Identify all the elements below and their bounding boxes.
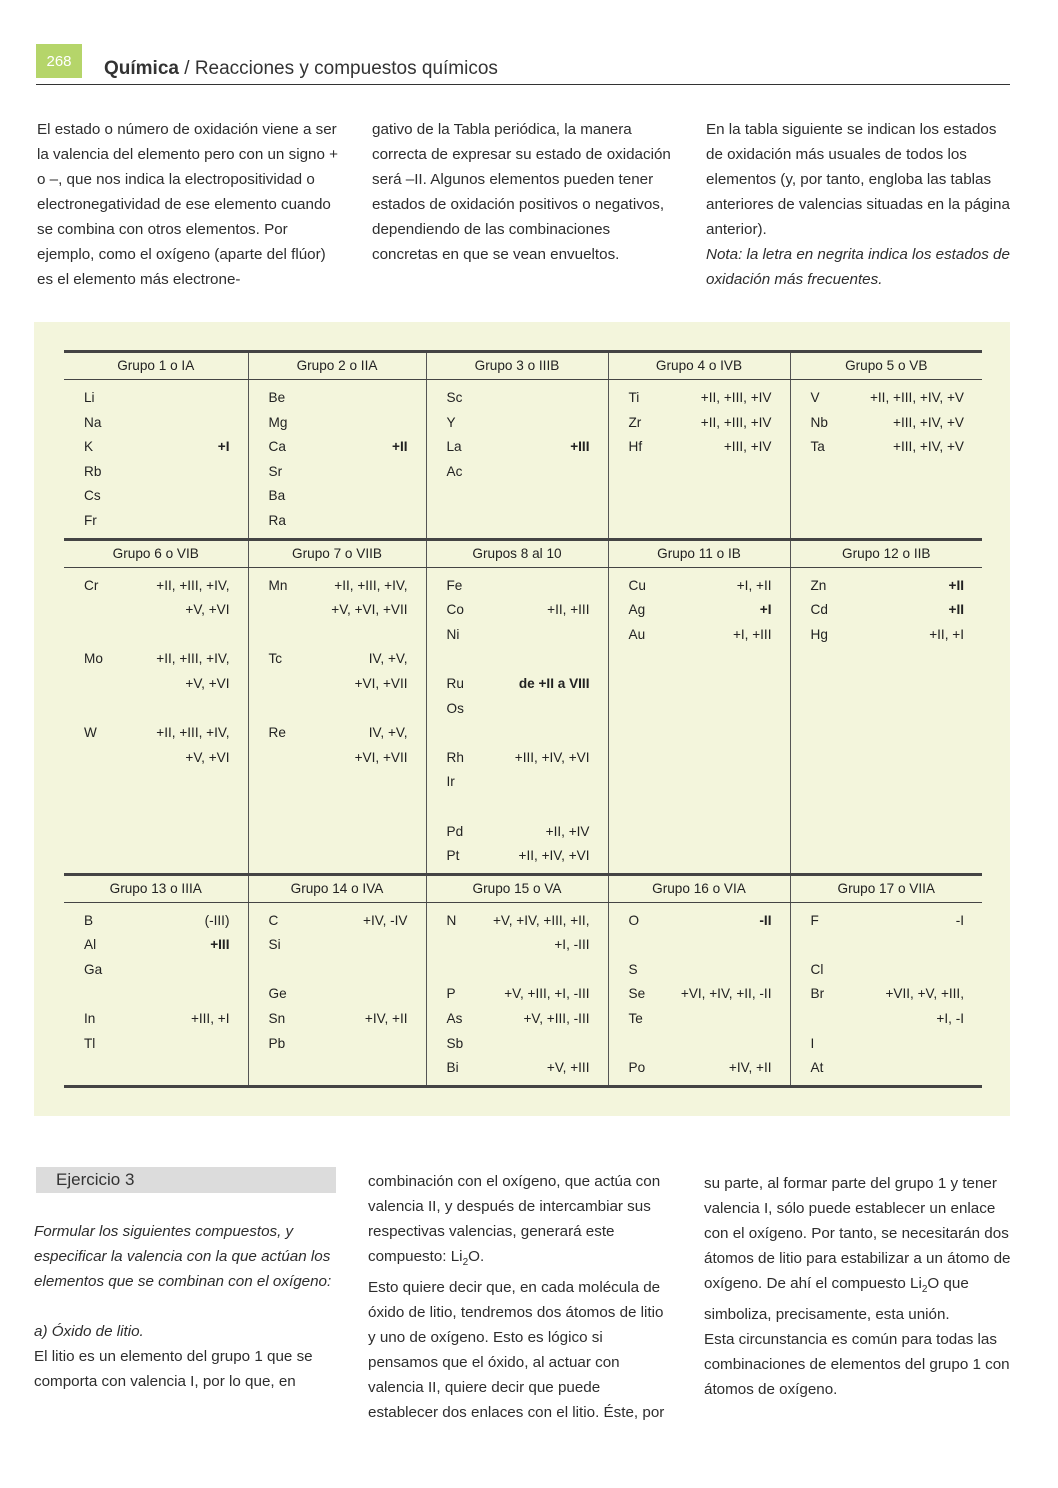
exercise-column-2 <box>368 1169 672 1425</box>
element-symbol: Br <box>810 986 825 1002</box>
exercise-text-4b: O que simboliza, precisamente, esta unión. <box>704 1275 969 1324</box>
group-header: Grupo 3 o IIIB <box>426 352 608 380</box>
element-line <box>811 574 965 599</box>
oxidation-states: +V, +VI, +VII <box>331 602 408 618</box>
group-cell <box>248 902 426 1086</box>
element-line <box>269 647 408 672</box>
element-symbol: Sn <box>268 1011 286 1027</box>
oxidation-states: +V, +III, +I, -III <box>504 986 590 1002</box>
oxidation-states: +I <box>759 602 772 618</box>
oxidation-states: +II <box>948 602 964 618</box>
intro-text-1: El estado o número de oxidación viene a ser la valencia del elemento pero con un signo + o –, que nos indica la electropositividad o electronegatividad de ese elemento cuando se combina con otros elementos. Por ejemplo, como el oxígeno (aparte del flúor) es el elemento más electrone- <box>37 121 338 288</box>
element-symbol: Rh <box>446 749 464 765</box>
element-line <box>447 909 590 934</box>
group-cell <box>426 567 608 874</box>
element-line <box>629 982 772 1007</box>
exercise-text-2a: combinación con el oxígeno, que actúa con valencia II, y después de intercambiar sus respectivas valencias, generará este compuesto: Li <box>368 1173 661 1265</box>
oxidation-states: +VI, +IV, +II, -II <box>680 986 772 1002</box>
oxidation-states: +II, +IV <box>545 823 590 839</box>
element-line <box>269 435 408 460</box>
oxidation-states: +I, +III <box>732 626 772 642</box>
oxidation-states: +II, +III, +IV, <box>334 577 408 593</box>
element-symbol: Mg <box>268 414 288 430</box>
element-line <box>447 435 590 460</box>
element-symbol: Cu <box>628 577 646 593</box>
element-line <box>269 697 408 722</box>
element-line <box>84 1007 230 1032</box>
element-line <box>447 386 590 411</box>
element-line <box>269 484 408 509</box>
group-header: Grupo 17 o VIIA <box>790 874 982 902</box>
element-line <box>84 909 230 934</box>
element-symbol: Ir <box>446 774 455 790</box>
element-line <box>629 386 772 411</box>
element-symbol: Tc <box>268 651 283 667</box>
element-line <box>629 909 772 934</box>
element-line <box>84 623 230 648</box>
oxidation-states: +II <box>948 577 964 593</box>
page-header <box>104 58 498 80</box>
element-line <box>811 933 965 958</box>
element-symbol: I <box>810 1035 815 1051</box>
subscript: 2 <box>462 1257 469 1269</box>
oxidation-states: +II, +I <box>929 626 964 642</box>
oxidation-states: +III, +IV, +VI <box>514 749 590 765</box>
intro-text-2: gativo de la Tabla periódica, la manera correcta de expresar su estado de oxidación será –II. Algunos elementos pueden tener estados de oxidación positivos o negativos, dependiendo de las combinaciones concretas en que se vean envueltos. <box>372 121 671 263</box>
intro-note: Nota: la letra en negrita indica los estados de oxidación más frecuentes. <box>706 246 1010 288</box>
group-cell <box>64 380 248 540</box>
element-line <box>269 672 408 697</box>
element-symbol: La <box>446 439 462 455</box>
element-line <box>629 411 772 436</box>
element-symbol: Tl <box>84 1035 96 1051</box>
element-symbol: S <box>628 961 638 977</box>
element-line <box>269 411 408 436</box>
element-symbol: K <box>84 439 94 455</box>
element-symbol: Hg <box>810 626 828 642</box>
element-line <box>447 460 590 485</box>
element-symbol: Ga <box>84 961 103 977</box>
element-symbol: Nb <box>810 414 828 430</box>
element-line <box>84 721 230 746</box>
group-cell <box>790 567 982 874</box>
element-symbol: Si <box>268 937 281 953</box>
element-line <box>811 958 965 983</box>
element-symbol: N <box>446 912 457 928</box>
element-symbol: Mo <box>84 651 103 667</box>
oxidation-states: +III, +I <box>190 1011 230 1027</box>
group-header-row <box>64 352 982 380</box>
group-header: Grupo 13 o IIIA <box>64 874 248 902</box>
exercise-column-1 <box>34 1219 340 1394</box>
element-line <box>447 721 590 746</box>
element-symbol: Pb <box>268 1035 286 1051</box>
element-symbol: Fe <box>446 577 463 593</box>
group-cell <box>426 380 608 540</box>
element-symbol: Cd <box>810 602 828 618</box>
element-line <box>84 598 230 623</box>
element-symbol: In <box>84 1011 96 1027</box>
element-line <box>629 958 772 983</box>
element-symbol: Ti <box>628 390 640 405</box>
element-line <box>629 623 772 648</box>
element-symbol: Hf <box>628 439 643 455</box>
group-header: Grupo 7 o VIIB <box>248 539 426 567</box>
group-body-row <box>64 902 982 1086</box>
oxidation-states: +IV, +II <box>364 1011 408 1027</box>
element-symbol: Sr <box>268 463 283 479</box>
element-line <box>811 1056 965 1081</box>
header-subject: Química <box>104 58 179 79</box>
element-line <box>447 958 590 983</box>
group-header: Grupo 12 o IIB <box>790 539 982 567</box>
oxidation-states: +III <box>570 439 590 455</box>
element-line <box>269 721 408 746</box>
group-cell <box>608 902 790 1086</box>
element-line <box>811 435 965 460</box>
element-symbol: Zn <box>810 577 827 593</box>
element-symbol: W <box>84 725 97 741</box>
oxidation-states-panel <box>34 322 1010 1116</box>
group-body-row <box>64 567 982 874</box>
subscript: 2 <box>921 1284 928 1296</box>
element-line <box>447 647 590 672</box>
element-line <box>84 435 230 460</box>
element-line <box>84 484 230 509</box>
oxidation-states: +VI, +VII <box>354 675 408 691</box>
group-header: Grupo 14 o IVA <box>248 874 426 902</box>
intro-column-1 <box>37 117 343 292</box>
element-symbol: Bi <box>446 1060 459 1076</box>
element-symbol: Y <box>446 414 456 430</box>
exercise-prompt: Formular los siguientes compuestos, y especificar la valencia con la que actúan los elementos que se combinan con el oxígeno: <box>34 1223 332 1290</box>
exercise-text-2 <box>368 1169 672 1275</box>
group-cell <box>790 380 982 540</box>
oxidation-states: +II, +III, +IV <box>700 414 772 430</box>
exercise-text-1: El litio es un elemento del grupo 1 que se comporta con valencia I, por lo que, en <box>34 1348 313 1390</box>
group-header: Grupo 2 o IIA <box>248 352 426 380</box>
oxidation-states: (-III) <box>204 912 230 928</box>
exercise-text-5: Esta circunstancia es común para todas las combinaciones de elementos del grupo 1 con átomos de oxígeno. <box>704 1331 1010 1399</box>
element-line <box>84 697 230 722</box>
oxidation-states: +II <box>392 439 408 455</box>
element-line <box>447 844 590 869</box>
element-line <box>811 623 965 648</box>
element-line <box>84 746 230 771</box>
group-cell <box>64 902 248 1086</box>
oxidation-states: +VII, +V, +III, <box>885 986 964 1002</box>
intro-column-2 <box>372 117 672 267</box>
element-line <box>84 460 230 485</box>
element-line <box>447 933 590 958</box>
oxidation-states: +V, +III, -III <box>523 1011 590 1027</box>
element-line <box>447 982 590 1007</box>
element-line <box>811 982 965 1007</box>
page-number-badge <box>36 44 82 78</box>
element-line <box>447 770 590 795</box>
group-header: Grupo 4 o IVB <box>608 352 790 380</box>
oxidation-states: +I, -I <box>936 1011 964 1027</box>
spacer <box>34 1294 340 1319</box>
element-line <box>447 574 590 599</box>
oxidation-states: +V, +VI <box>185 602 230 618</box>
exercise-text-3: Esto quiere decir que, en cada molécula de óxido de litio, tendremos dos átomos de litio y uno de oxígeno. Esto es lógico si pensamos que el óxido, al actuar con valencia II, quiere decir que puede establecer dos enlaces con el litio. Éste, por <box>368 1279 665 1422</box>
element-line <box>269 460 408 485</box>
element-symbol: Cr <box>84 577 99 593</box>
element-line <box>84 672 230 697</box>
oxidation-states: +III <box>210 937 230 953</box>
oxidation-states: +VI, +VII <box>354 749 408 765</box>
oxidation-states: IV, +V, <box>368 651 408 667</box>
element-line <box>447 746 590 771</box>
element-symbol: Ru <box>446 675 464 691</box>
oxidation-states: +II, +III, +IV, +V <box>869 390 964 405</box>
intro-column-3 <box>706 117 1011 292</box>
element-line <box>84 647 230 672</box>
oxidation-states: +IV, -IV <box>363 912 408 928</box>
oxidation-states: +V, +VI <box>185 675 230 691</box>
group-cell <box>790 902 982 1086</box>
element-line <box>811 386 965 411</box>
element-line <box>629 1032 772 1057</box>
element-symbol: Pd <box>446 823 464 839</box>
page-number: 268 <box>46 52 72 70</box>
element-line <box>629 574 772 599</box>
element-symbol: Zr <box>628 414 642 430</box>
group-header: Grupo 6 o VIB <box>64 539 248 567</box>
element-symbol: Os <box>446 700 464 716</box>
oxidation-states: +III, +IV, +V <box>893 439 964 455</box>
oxidation-states: +V, +III <box>546 1060 590 1076</box>
element-line <box>629 933 772 958</box>
element-symbol: Ba <box>268 488 286 504</box>
group-cell <box>608 567 790 874</box>
element-line <box>811 1032 965 1057</box>
element-symbol: Ge <box>268 986 287 1002</box>
element-symbol: Co <box>446 602 464 618</box>
element-symbol: P <box>446 986 456 1002</box>
element-line <box>84 982 230 1007</box>
element-line <box>269 509 408 534</box>
element-line <box>269 958 408 983</box>
element-line <box>629 598 772 623</box>
element-symbol: B <box>84 912 94 928</box>
element-symbol: Ra <box>268 512 286 528</box>
group-cell <box>248 567 426 874</box>
header-rule <box>36 84 1010 85</box>
element-line <box>447 795 590 820</box>
element-line <box>269 909 408 934</box>
element-line <box>84 933 230 958</box>
oxidation-states: +II, +III, +IV, <box>156 651 230 667</box>
element-symbol: Al <box>84 937 97 953</box>
element-line <box>447 672 590 697</box>
group-body-row <box>64 380 982 540</box>
element-symbol: Cl <box>810 961 824 977</box>
group-header: Grupo 11 o IB <box>608 539 790 567</box>
oxidation-states: +III, +IV <box>723 439 772 455</box>
element-symbol: Cs <box>84 488 101 504</box>
element-symbol: Te <box>628 1011 643 1027</box>
element-symbol: Fr <box>84 512 97 528</box>
element-line <box>269 1032 408 1057</box>
oxidation-states: de +II a VIII <box>518 675 590 691</box>
element-line <box>84 509 230 534</box>
exercise-column-3 <box>704 1171 1012 1402</box>
element-line <box>84 411 230 436</box>
element-symbol: Ac <box>446 463 463 479</box>
element-line <box>269 933 408 958</box>
group-cell <box>248 380 426 540</box>
group-cell <box>608 380 790 540</box>
element-symbol: Ca <box>268 439 286 455</box>
element-symbol: Se <box>628 986 646 1002</box>
element-symbol: Sb <box>446 1035 464 1051</box>
element-symbol: Ni <box>446 626 460 642</box>
element-line <box>269 623 408 648</box>
oxidation-states: -I <box>955 912 964 928</box>
element-line <box>269 982 408 1007</box>
element-symbol: Li <box>84 390 95 405</box>
element-line <box>269 574 408 599</box>
element-line <box>629 1056 772 1081</box>
element-line <box>269 598 408 623</box>
element-symbol: Pt <box>446 848 460 864</box>
element-symbol: Be <box>268 390 286 405</box>
element-line <box>84 1032 230 1057</box>
element-symbol: As <box>446 1011 463 1027</box>
element-line <box>269 746 408 771</box>
header-section: Reacciones y compuestos químicos <box>194 58 498 79</box>
exercise-item-a: a) Óxido de litio. <box>34 1323 144 1340</box>
oxidation-states: +II, +III, +IV <box>700 390 772 405</box>
element-symbol: C <box>268 912 279 928</box>
exercise-text-4 <box>704 1171 1012 1327</box>
element-symbol: Po <box>628 1060 646 1076</box>
header-separator: / <box>178 58 195 79</box>
element-line <box>447 1032 590 1057</box>
exercise-text-4a: su parte, al formar parte del grupo 1 y tener valencia I, sólo puede establecer un enlace con el oxígeno. Por tanto, se necesitarán dos átomos de litio para estabilizar a un átomo de oxígeno. De ahí el compuesto Li <box>704 1175 1011 1292</box>
group-cell <box>426 902 608 1086</box>
exercise-title: Ejercicio 3 <box>36 1167 336 1193</box>
element-symbol: Ta <box>810 439 825 455</box>
element-line <box>629 1007 772 1032</box>
group-header: Grupos 8 al 10 <box>426 539 608 567</box>
group-header: Grupo 5 o VB <box>790 352 982 380</box>
oxidation-states: +II, +IV, +VI <box>518 848 590 864</box>
element-symbol: Au <box>628 626 646 642</box>
group-header-row <box>64 874 982 902</box>
group-cell <box>64 567 248 874</box>
element-line <box>447 1007 590 1032</box>
element-line <box>84 958 230 983</box>
oxidation-states: -II <box>759 912 772 928</box>
oxidation-states: +I, +II <box>736 577 772 593</box>
exercise-text-2b: O. <box>468 1248 485 1265</box>
element-line <box>447 1056 590 1081</box>
element-symbol: V <box>810 390 820 405</box>
oxidation-states: +II, +III <box>547 602 590 618</box>
oxidation-states: +II, +III, +IV, <box>156 577 230 593</box>
element-line <box>447 598 590 623</box>
element-line <box>269 1007 408 1032</box>
intro-text-3: En la tabla siguiente se indican los estados de oxidación más usuales de todos los elementos (y, por tanto, engloba las tablas anteriores de valencias situadas en la página anterior). <box>706 121 1010 238</box>
group-header: Grupo 15 o VA <box>426 874 608 902</box>
element-line <box>811 1007 965 1032</box>
element-line <box>811 411 965 436</box>
element-line <box>447 697 590 722</box>
group-header-row <box>64 539 982 567</box>
element-line <box>629 435 772 460</box>
oxidation-states: +III, +IV, +V <box>893 414 964 430</box>
element-line <box>811 909 965 934</box>
element-line <box>84 386 230 411</box>
element-symbol: Mn <box>268 577 288 593</box>
element-symbol: F <box>810 912 819 928</box>
element-line <box>269 386 408 411</box>
element-line <box>811 598 965 623</box>
oxidation-states: +V, +IV, +III, +II, <box>492 912 590 928</box>
group-header: Grupo 1 o IA <box>64 352 248 380</box>
element-symbol: Ag <box>628 602 646 618</box>
element-line <box>447 411 590 436</box>
oxidation-states-table <box>64 350 982 1088</box>
element-symbol: O <box>628 912 640 928</box>
oxidation-states: +I <box>217 439 230 455</box>
element-symbol: Sc <box>446 390 463 405</box>
element-symbol: At <box>810 1060 824 1076</box>
oxidation-states: +I, -III <box>554 937 590 953</box>
oxidation-states: IV, +V, <box>368 725 408 741</box>
oxidation-states: +IV, +II <box>728 1060 772 1076</box>
element-line <box>84 574 230 599</box>
element-symbol: Re <box>268 725 286 741</box>
oxidation-states: +II, +III, +IV, <box>156 725 230 741</box>
element-symbol: Rb <box>84 463 102 479</box>
group-header: Grupo 16 o VIA <box>608 874 790 902</box>
element-line <box>447 623 590 648</box>
element-symbol: Na <box>84 414 102 430</box>
oxidation-states: +V, +VI <box>185 749 230 765</box>
element-line <box>447 820 590 845</box>
